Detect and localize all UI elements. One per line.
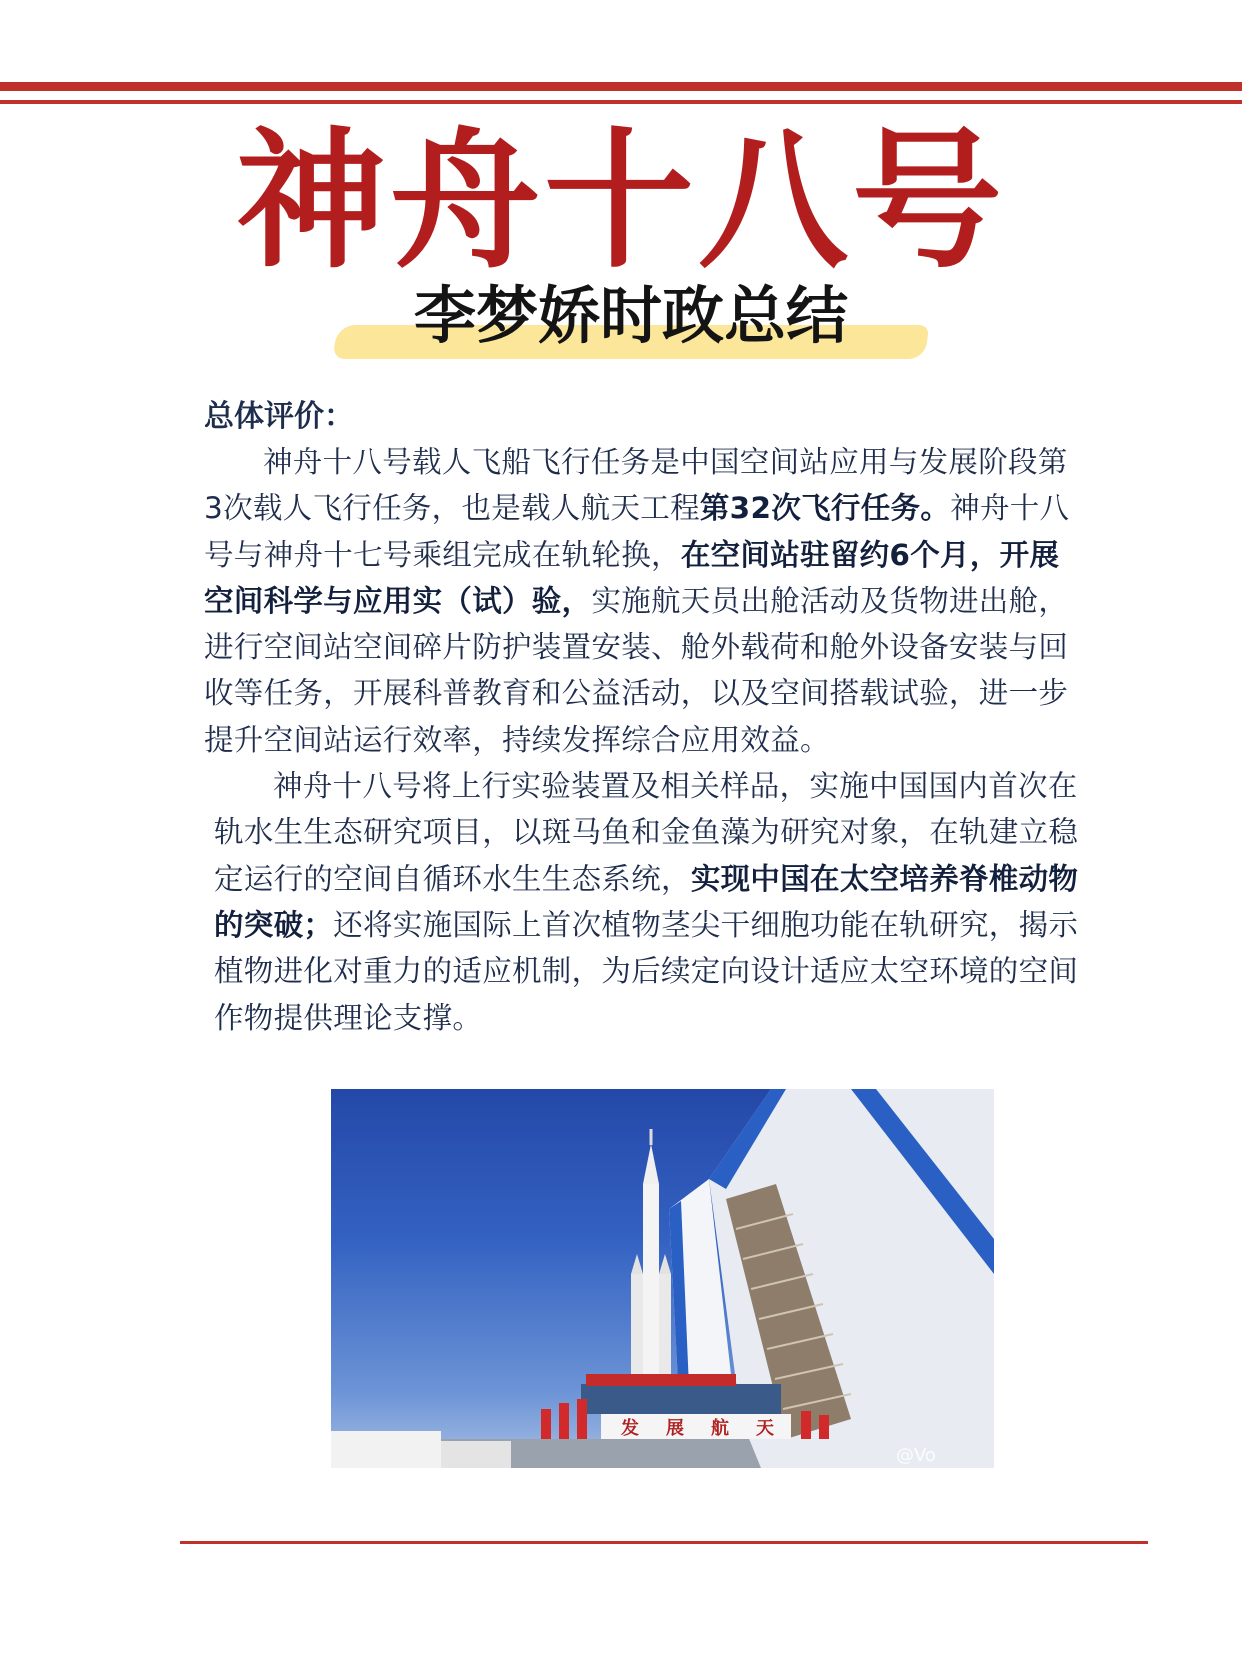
top-rule-thick (0, 82, 1242, 91)
slogan-char-1: 发 (621, 1418, 639, 1439)
launch-platform (581, 1384, 781, 1414)
platform-banner (586, 1374, 736, 1386)
booster-right-nose (659, 1254, 671, 1274)
p1-text-1: 神舟十八号载人飞船飞行任务是中国空间站应用与发展阶段第3次载人飞行任务，也是载人航天工程 (204, 445, 1068, 526)
booster-left (631, 1274, 643, 1384)
paragraph-1 (204, 439, 1084, 763)
rocket-launch-photo (331, 1089, 994, 1468)
summary-section (204, 395, 1084, 1041)
slogan-char-3: 航 (711, 1418, 729, 1439)
rocket-launch-illustration (331, 1089, 994, 1468)
p1-bold-2: 在空间站驻留约6个月，开展空间科学与应用实（试）验， (204, 537, 1060, 618)
booster-left-nose (631, 1254, 643, 1274)
subtitle: 李梦娇时政总结 (413, 279, 848, 352)
booster-right (659, 1274, 671, 1384)
rocket-core (643, 1184, 659, 1384)
vehicle-middle (441, 1441, 511, 1468)
p1-bold-1: 第32次飞行任务。 (699, 491, 951, 526)
bottom-rule (180, 1541, 1148, 1544)
slogan-char-4: 天 (756, 1418, 774, 1439)
p2-text-1: 神舟十八号将上行实验装置及相关样品，实施中国国内首次在轨水生生态研究项目，以斑马鱼和金鱼藻为研究对象，在轨建立稳定运行的空间自循环水生生态系统， (214, 769, 1079, 896)
p1-text-2: 神舟十八号与神舟十七号乘组完成在轨轮换， (204, 491, 1070, 572)
p2-text-2: 还将实施国际上首次植物茎尖干细胞功能在轨研究，揭示植物进化对重力的适应机制，为后续定向设计适应太空环境的空间作物提供理论支撑。 (214, 907, 1079, 1035)
page-title: 神舟十八号 (235, 115, 1006, 289)
paragraph-2 (214, 763, 1084, 1041)
section-heading: 总体评价： (204, 399, 354, 434)
slogan-char-2: 展 (666, 1418, 684, 1439)
p1-text-3: 实施航天员出舱活动及货物进出舱，进行空间站空间碎片防护装置安装、舱外载荷和舱外设备安装与回收等任务，开展科普教育和公益活动，以及空间搭载试验，进一步提升空间站运行效率，持续发挥综合应用效益。 (204, 583, 1069, 757)
rocket-fairing (643, 1144, 659, 1184)
subtitle-block (335, 275, 927, 365)
top-rule-thin (0, 100, 1242, 104)
watermark: @Vo (896, 1445, 936, 1466)
vehicle-left (331, 1431, 441, 1468)
p2-bold-1: 实现中国在太空培养脊椎动物的突破； (214, 861, 1079, 942)
